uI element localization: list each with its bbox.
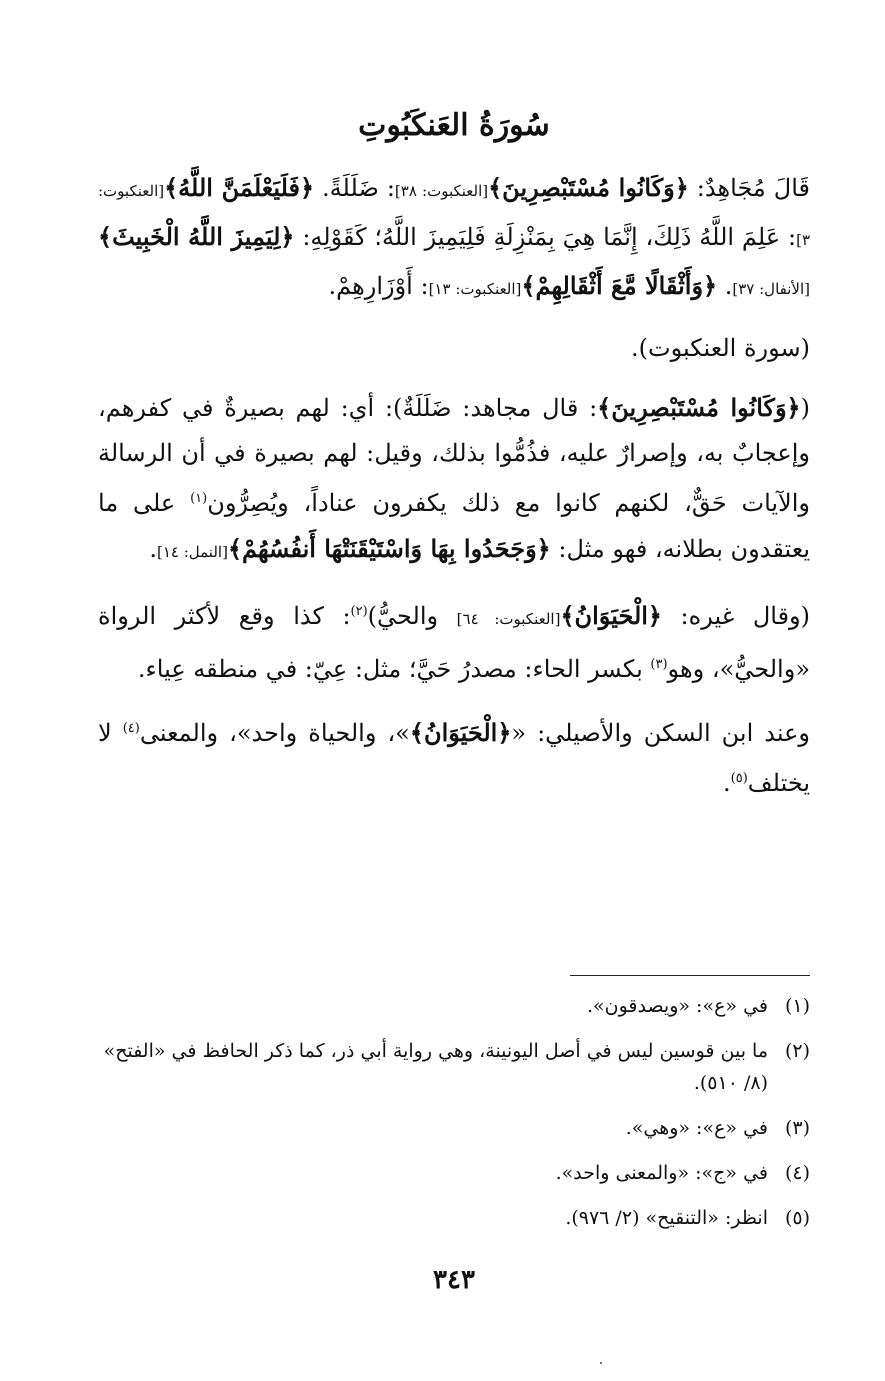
- verse-reference: [العنكبوت: ٦٤]: [456, 610, 561, 628]
- verse-reference: [العنكبوت: ٣]: [98, 182, 810, 249]
- paragraph-hayawan-commentary: [98, 589, 810, 692]
- text-run: وعند ابن السكن والأصيلي: «: [511, 719, 810, 747]
- text-run: .: [723, 769, 731, 797]
- footnote-marker: (٤): [122, 721, 140, 736]
- text-run: : عَلِمَ اللَّهُ ذَلِكَ، إِنَّمَا هِيَ بِمَنْزِلَةِ فَلِيَمِيزَ اللَّهُ؛ كَقَوْلِهِ:: [294, 223, 797, 251]
- text-run: : كذا وقع لأكثر الرواة «والحيُّ»، وهو: [98, 602, 810, 683]
- main-text: [98, 165, 810, 806]
- text-run: قَالَ مُجَاهِدٌ:: [688, 174, 811, 202]
- quran-quote: ﴿الْحَيَوَانُ﴾: [409, 718, 512, 747]
- text-run: (: [800, 394, 810, 422]
- footnote-marker: (٣): [650, 657, 668, 672]
- text-run: لا يختلف: [98, 719, 810, 797]
- footnote-text: في «ج»: «والمعنى واحد».: [555, 1162, 768, 1184]
- text-run: : قال مجاهد: ضَلَلَةٌ): أي: لهم بصيرةٌ في كفرهم، وإعجابٌ به، وإصرارٌ عليه، فذُمُّوا بذلك، وقيل: لهم بصيرة في أن الرسالة والآيات حَقٌّ، لكنهم كانوا مع ذلك يكفرون عناداً، ويُصِرُّون: [98, 394, 811, 517]
- footnote-marker: (١): [190, 491, 208, 506]
- footnote-text: انظر: «التنقيح» (٢/ ٩٧٦).: [565, 1207, 768, 1229]
- text-run: »، والحياة واحد»، والمعنى: [139, 719, 410, 747]
- quran-quote: ﴿وَأَثْقَالًا مَّعَ أَثْقَالِهِمْ﴾: [521, 271, 718, 300]
- footnote-marker: (٢): [350, 604, 368, 619]
- print-speck: [600, 1362, 602, 1364]
- footnote-item: [98, 1202, 810, 1234]
- quran-quote: ﴿فَلَيَعْلَمَنَّ اللَّهُ﴾: [164, 173, 315, 202]
- paragraph-mujahid-definitions: [98, 165, 810, 312]
- quran-quote: ﴿الْحَيَوَانُ﴾: [560, 601, 662, 630]
- verse-reference: [النمل: ١٤]: [156, 543, 228, 561]
- footnote-text: ما بين قوسين ليس في أصل اليونينة، وهي رواية أبي ذر، كما ذكر الحافظ في «الفتح» (٨/ ٥١٠).: [103, 1040, 768, 1094]
- quran-quote: ﴿وَجَحَدُوا بِهَا وَاسْتَيْقَنَتْهَا أَنفُسُهُمْ﴾: [227, 534, 551, 563]
- paragraph-surah-heading: [98, 326, 810, 371]
- footnote-item: [98, 990, 810, 1022]
- footnote-number: (٢): [784, 1040, 810, 1062]
- text-run: : أَوْزَارِهِمْ.: [328, 272, 429, 300]
- footnote-text: في «ع»: «وهي».: [625, 1117, 768, 1139]
- verse-reference: [العنكبوت: ٣٨]: [394, 182, 489, 200]
- footnote-number: (٥): [784, 1207, 810, 1229]
- footnote-number: (١): [784, 995, 810, 1017]
- text-run: (وقال غيره:: [661, 602, 810, 630]
- quran-quote: ﴿لِيَمِيزَ اللَّهُ الْخَبِيثَ﴾: [98, 222, 295, 251]
- paragraph-riwaya-variant: [98, 706, 810, 806]
- text-run: : ضَلَلَةً.: [314, 174, 395, 202]
- verse-reference: [العنكبوت: ١٣]: [428, 280, 522, 298]
- paragraph-mustabsirin-commentary: [98, 385, 810, 575]
- footnote-number: (٣): [784, 1117, 810, 1139]
- quran-quote: ﴿وَكَانُوا مُسْتَبْصِرِينَ﴾: [597, 393, 801, 422]
- text-run: (سورة العنكبوت).: [631, 334, 810, 362]
- text-run: والحيُّ): [367, 602, 457, 630]
- footnote-text: في «ع»: «ويصدقون».: [586, 995, 768, 1017]
- footnote-marker: (٥): [730, 771, 748, 786]
- page-number: ٣٤٣: [433, 1265, 475, 1295]
- text-run: على ما يعتقدون بطلانه، فهو مثل:: [98, 489, 810, 563]
- footnote-item: [98, 1035, 810, 1099]
- footnotes: [98, 990, 810, 1247]
- footnote-item: [98, 1112, 810, 1144]
- verse-reference: [الأنفال: ٣٧]: [732, 280, 810, 298]
- quran-quote: ﴿وَكَانُوا مُسْتَبْصِرِينَ﴾: [488, 173, 689, 202]
- text-run: بكسر الحاء: مصدرُ حَيَّ؛ مثل: عِيّ: في منطقه عِياء.: [137, 655, 651, 683]
- footnote-number: (٤): [784, 1162, 810, 1184]
- book-page: [98, 0, 810, 1381]
- surah-title: سُورَةُ العَنكَبُوتِ: [358, 108, 550, 143]
- footnote-item: [98, 1157, 810, 1189]
- text-run: .: [149, 535, 157, 563]
- footnote-separator: [570, 975, 810, 976]
- text-run: .: [717, 272, 733, 300]
